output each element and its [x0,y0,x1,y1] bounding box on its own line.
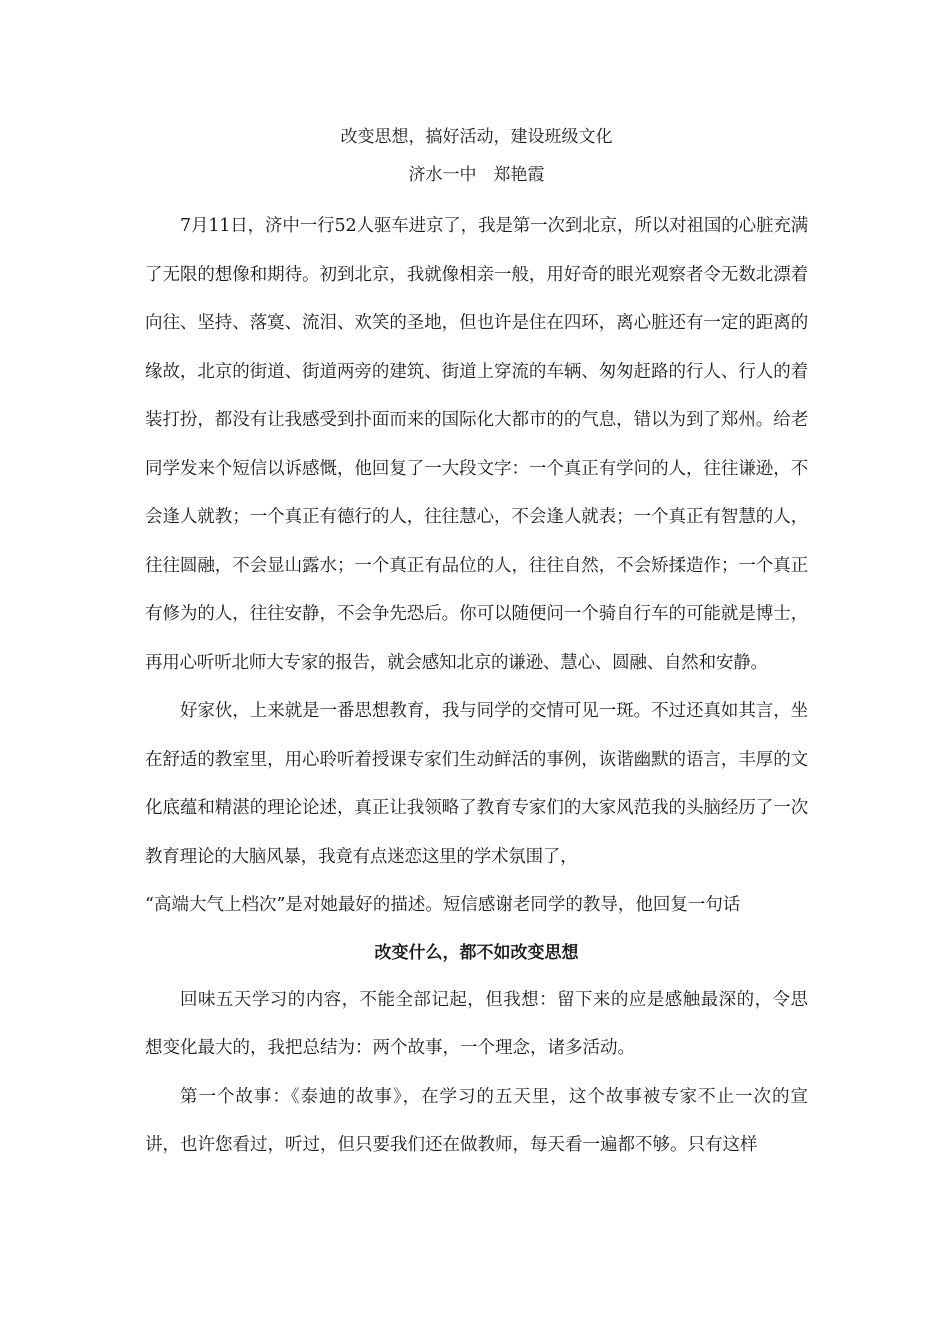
section-heading: 改变什么，都不如改变思想 [374,942,579,963]
document-author: 济水一中 郑艳霞 [408,165,545,185]
body-paragraph-4: 第一个故事：《泰迪的故事》，在学习的五天里，这个故事被专家不止一次的宣讲，也许您看过，听过，但只要我们还在做教师，每天看一遍都不够。只有这样 [145,1086,808,1155]
document-title: 改变思想，搞好活动，建设班级文化 [340,127,613,147]
quote-line: “高端大气上档次”是对她最好的描述。短信感谢老同学的教导，他回复一句话 [145,895,741,915]
body-paragraph-2: 好家伙，上来就是一番思想教育，我与同学的交情可见一斑。不过还真如其言，坐在舒适的教室里，用心聆听着授课专家们生动鲜活的事例，诙谐幽默的语言，丰厚的文化底蕴和精湛的理论论述，真正让我领略了教育专家们的大家风范我的头脑经历了一次教育理论的大脑风暴，我竟有点迷恋这里的学术氛围了， [145,701,808,867]
body-paragraph-1: 7月11日，济中一行52人驱车进京了，我是第一次到北京，所以对祖国的心脏充满了无限的想像和期待。初到北京，我就像相亲一般，用好奇的眼光观察者令无数北漂着向往、坚持、落寞、流泪、欢笑的圣地，但也许是住在四环，离心脏还有一定的距离的缘故，北京的街道、街道两旁的建筑、街道上穿流的车辆、匆匆赶路的行人、行人的着装打扮，都没有让我感受到扑面而来的国际化大都市的的气息，错以为到了郑州。给老同学发来个短信以诉感慨，他回复了一大段文字：一个真正有学问的人，往往谦逊，不会逢人就教；一个真正有德行的人，往往慧心，不会逢人就表；一个真正有智慧的人，往往圆融，不会显山露水；一个真正有品位的人，往往自然，不会矫揉造作；一个真正有修为的人，往往安静，不会争先恐后。你可以随便问一个骑自行车的可能就是博士，再用心听听北师大专家的报告，就会感知北京的谦逊、慧心、圆融、自然和安静。 [145,216,808,673]
document-page [145,118,808,1170]
body-paragraph-3: 回味五天学习的内容，不能全部记起，但我想：留下来的应是感触最深的，令思想变化最大的，我把总结为：两个故事，一个理念，诸多活动。 [145,989,808,1058]
